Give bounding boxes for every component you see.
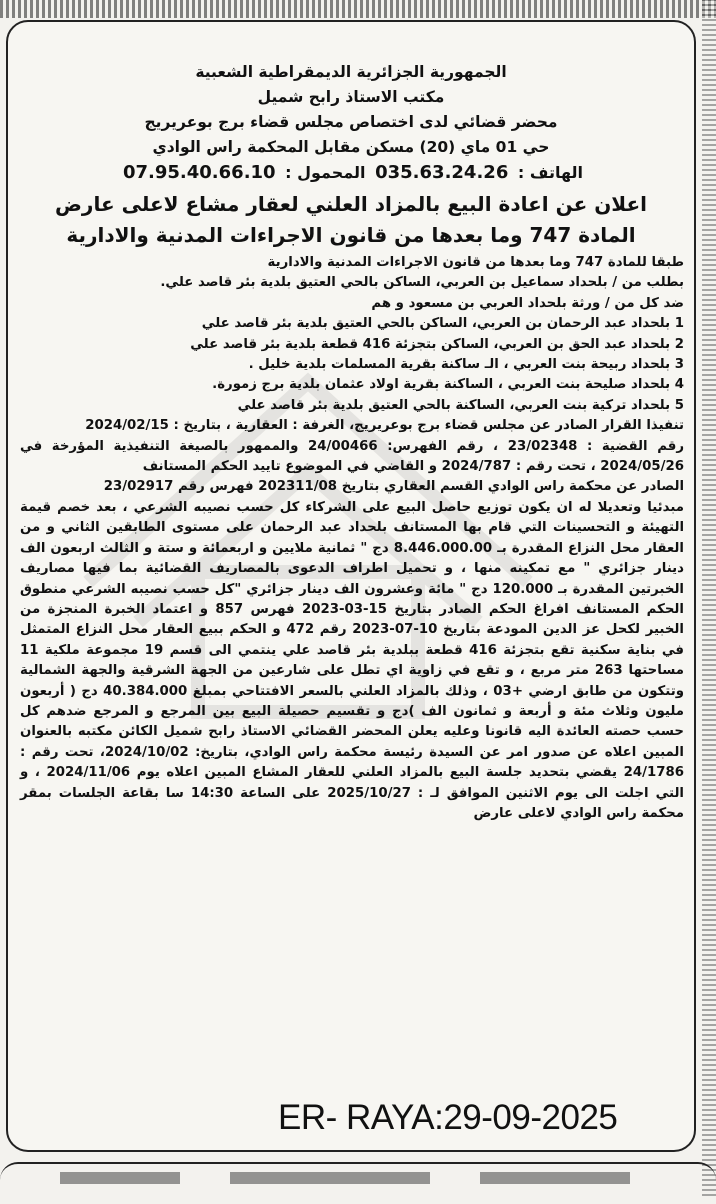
- contact-row: [8, 162, 694, 183]
- phone-number: 035.63.24.26: [375, 162, 509, 183]
- mobile-label: المحمول :: [285, 163, 366, 182]
- phone-label: الهاتف :: [517, 163, 584, 182]
- cropped-text: [60, 1172, 180, 1184]
- mobile-number: 07.95.40.66.10: [122, 162, 276, 183]
- case-reference: رقم القضية : 23/02348 ، رقم الفهرس: 24/00466 والممهور بالصيغة التنفيذية المؤرخة في 2024/05/26 ، تحت رقم : 2024/787 و القاضي في الموضوع تاييد الحكم المستانف: [20, 438, 684, 475]
- next-notice-edge: [0, 1162, 716, 1204]
- office-header: [8, 60, 694, 160]
- sale-details: مبدئيا وتعديلا له ان يكون توزيع حاصل البيع على الشركاء كل حسب نصيبه الشرعي ، بعد خصم قيمة التهيئة و التحسينات التي قام بها المستانف بلحداد عبد الرحمان على مستوى الطابقين الثاني و من العقار محل النزاع المقدرة بـ 8.446.000.00 دج " ثمانية ملايين و اربعمائة و ستة و الثالث اربعون الف دينار جزائري " مع تمكينه منها ، و تحميل اطراف الدعوى بالمصاريف القضائية بما فيها مصاريف الخبرتين المقدرة بـ 120.000 دج " مائة وعشرون الف دينار جزائري "كل حسب نصيبه الشرعي منطوق الحكم المستانف افراغ الحكم الصادر بتاريخ 15-03-2023 فهرس 857 و اعتماد الخبرة المنجزة من الخبير لكحل عز الدين المودعة بتاريخ 10-07-2023 رقم 472 و الحكم ببيع العقار محل النزاع المتمثل في بناية سكنية تقع بتجزئة 416 قطعة ببلدية بئر قاصد علي ينتمي الى قسم 19 مجموعة ملكية 11 مساحتها 263 متر مربع ، و تقع في زاوية اي تطل على شارعين من الجهة الشرقية والجهة الشمالية وتتكون من طابق ارضي +03 ، وذلك بالمزاد العلني بالسعر الافتتاحي بمبلغ 40.384.000 دج ( أربعون مليون وثلاث مئة و أربعة و ثمانون الف )دج و تقسيم حصيلة البيع بين المرجع و المرجع ضدهم كل حسب حصته العائدة اليه قانونا وعليه يعلن المحضر القضائي الاستاذ رابح شميل الكائن مكتبه بالعنوان المبين اعلاه عن صدور امر عن السيدة رئيسة محكمة راس الوادي، بتاريخ: 2024/10/02، تحت رقم : 24/1786 يقضي بتحديد جلسة البيع بالمزاد العلني للعقار المشاع المبين اعلاه يوم 2024/11/06 ، و التي اجلت الى يوم الاثنين الموافق لـ : 2025/10/27 على الساعة 14:30 سا بقاعة الجلسات بمقر محكمة راس الوادي لاعلى عارض: [20, 499, 684, 821]
- republic-name: الجمهورية الجزائرية الديمقراطية الشعبية: [195, 63, 507, 81]
- respondent-item: 2 بلحداد عبد الحق بن العربي، الساكن بتجزئة 416 قطعة بلدية بئر قاصد علي: [190, 336, 684, 352]
- cropped-text: [480, 1172, 630, 1184]
- office-jurisdiction: محضر قضائي لدى اختصاص مجلس قضاء برج بوعريريج: [144, 113, 558, 131]
- cropped-text: [230, 1172, 430, 1184]
- publication-stamp: ER- RAYA:29-09-2025: [278, 1098, 618, 1137]
- respondent-item: 3 بلحداد ربيحة بنت العربي ، الـ ساكنة بقرية المسلمات بلدية خليل .: [248, 357, 684, 373]
- notice-title: [8, 189, 694, 251]
- petitioner: بطلب من / بلحداد سماعيل بن العربي، الساكن بالحي العتيق بلدية بئر قاصد علي.: [160, 275, 684, 291]
- respondents-intro: ضد كل من / ورثة بلحداد العربي بن مسعود و هم: [371, 295, 684, 311]
- legal-notice-box: [6, 20, 696, 1152]
- notice-body: [8, 251, 694, 824]
- respondent-item: 5 بلحداد تركية بنت العربي، الساكنة بالحي العتيق بلدية بئر قاصد علي: [237, 397, 684, 413]
- first-instance-judgment: الصادر عن محكمة راس الوادي القسم العقاري بتاريخ 202311/08 فهرس رقم 23/02917: [103, 479, 684, 495]
- office-address: حي 01 ماي (20) مسكن مقابل المحكمة راس الوادي: [152, 138, 550, 156]
- legal-basis: طبقا للمادة 747 وما بعدها من قانون الاجراءات المدنية والادارية: [267, 255, 684, 270]
- previous-item-edge: [0, 0, 716, 18]
- respondent-item: 1 بلحداد عبد الرحمان بن العربي، الساكن بالحي العتيق بلدية بئر قاصد علي: [201, 316, 684, 332]
- notice-title-line-2: المادة 747 وما بعدها من قانون الاجراءات المدنية والادارية: [66, 223, 636, 247]
- respondent-item: 4 بلحداد صليحة بنت العربي ، الساكنة بقرية اولاد عثمان بلدية برج زمورة.: [212, 377, 684, 393]
- page-edge-strip: [702, 0, 716, 1196]
- office-name: مكتب الاستاذ رابح شميل: [257, 88, 445, 106]
- court-decision: تنفيذا القرار الصادر عن مجلس قضاء برج بوعريريج، الغرفة : العقارية ، بتاريخ : 2024/02/15: [85, 418, 684, 434]
- notice-title-line-1: اعلان عن اعادة البيع بالمزاد العلني لعقار مشاع لاعلى عارض: [55, 192, 647, 216]
